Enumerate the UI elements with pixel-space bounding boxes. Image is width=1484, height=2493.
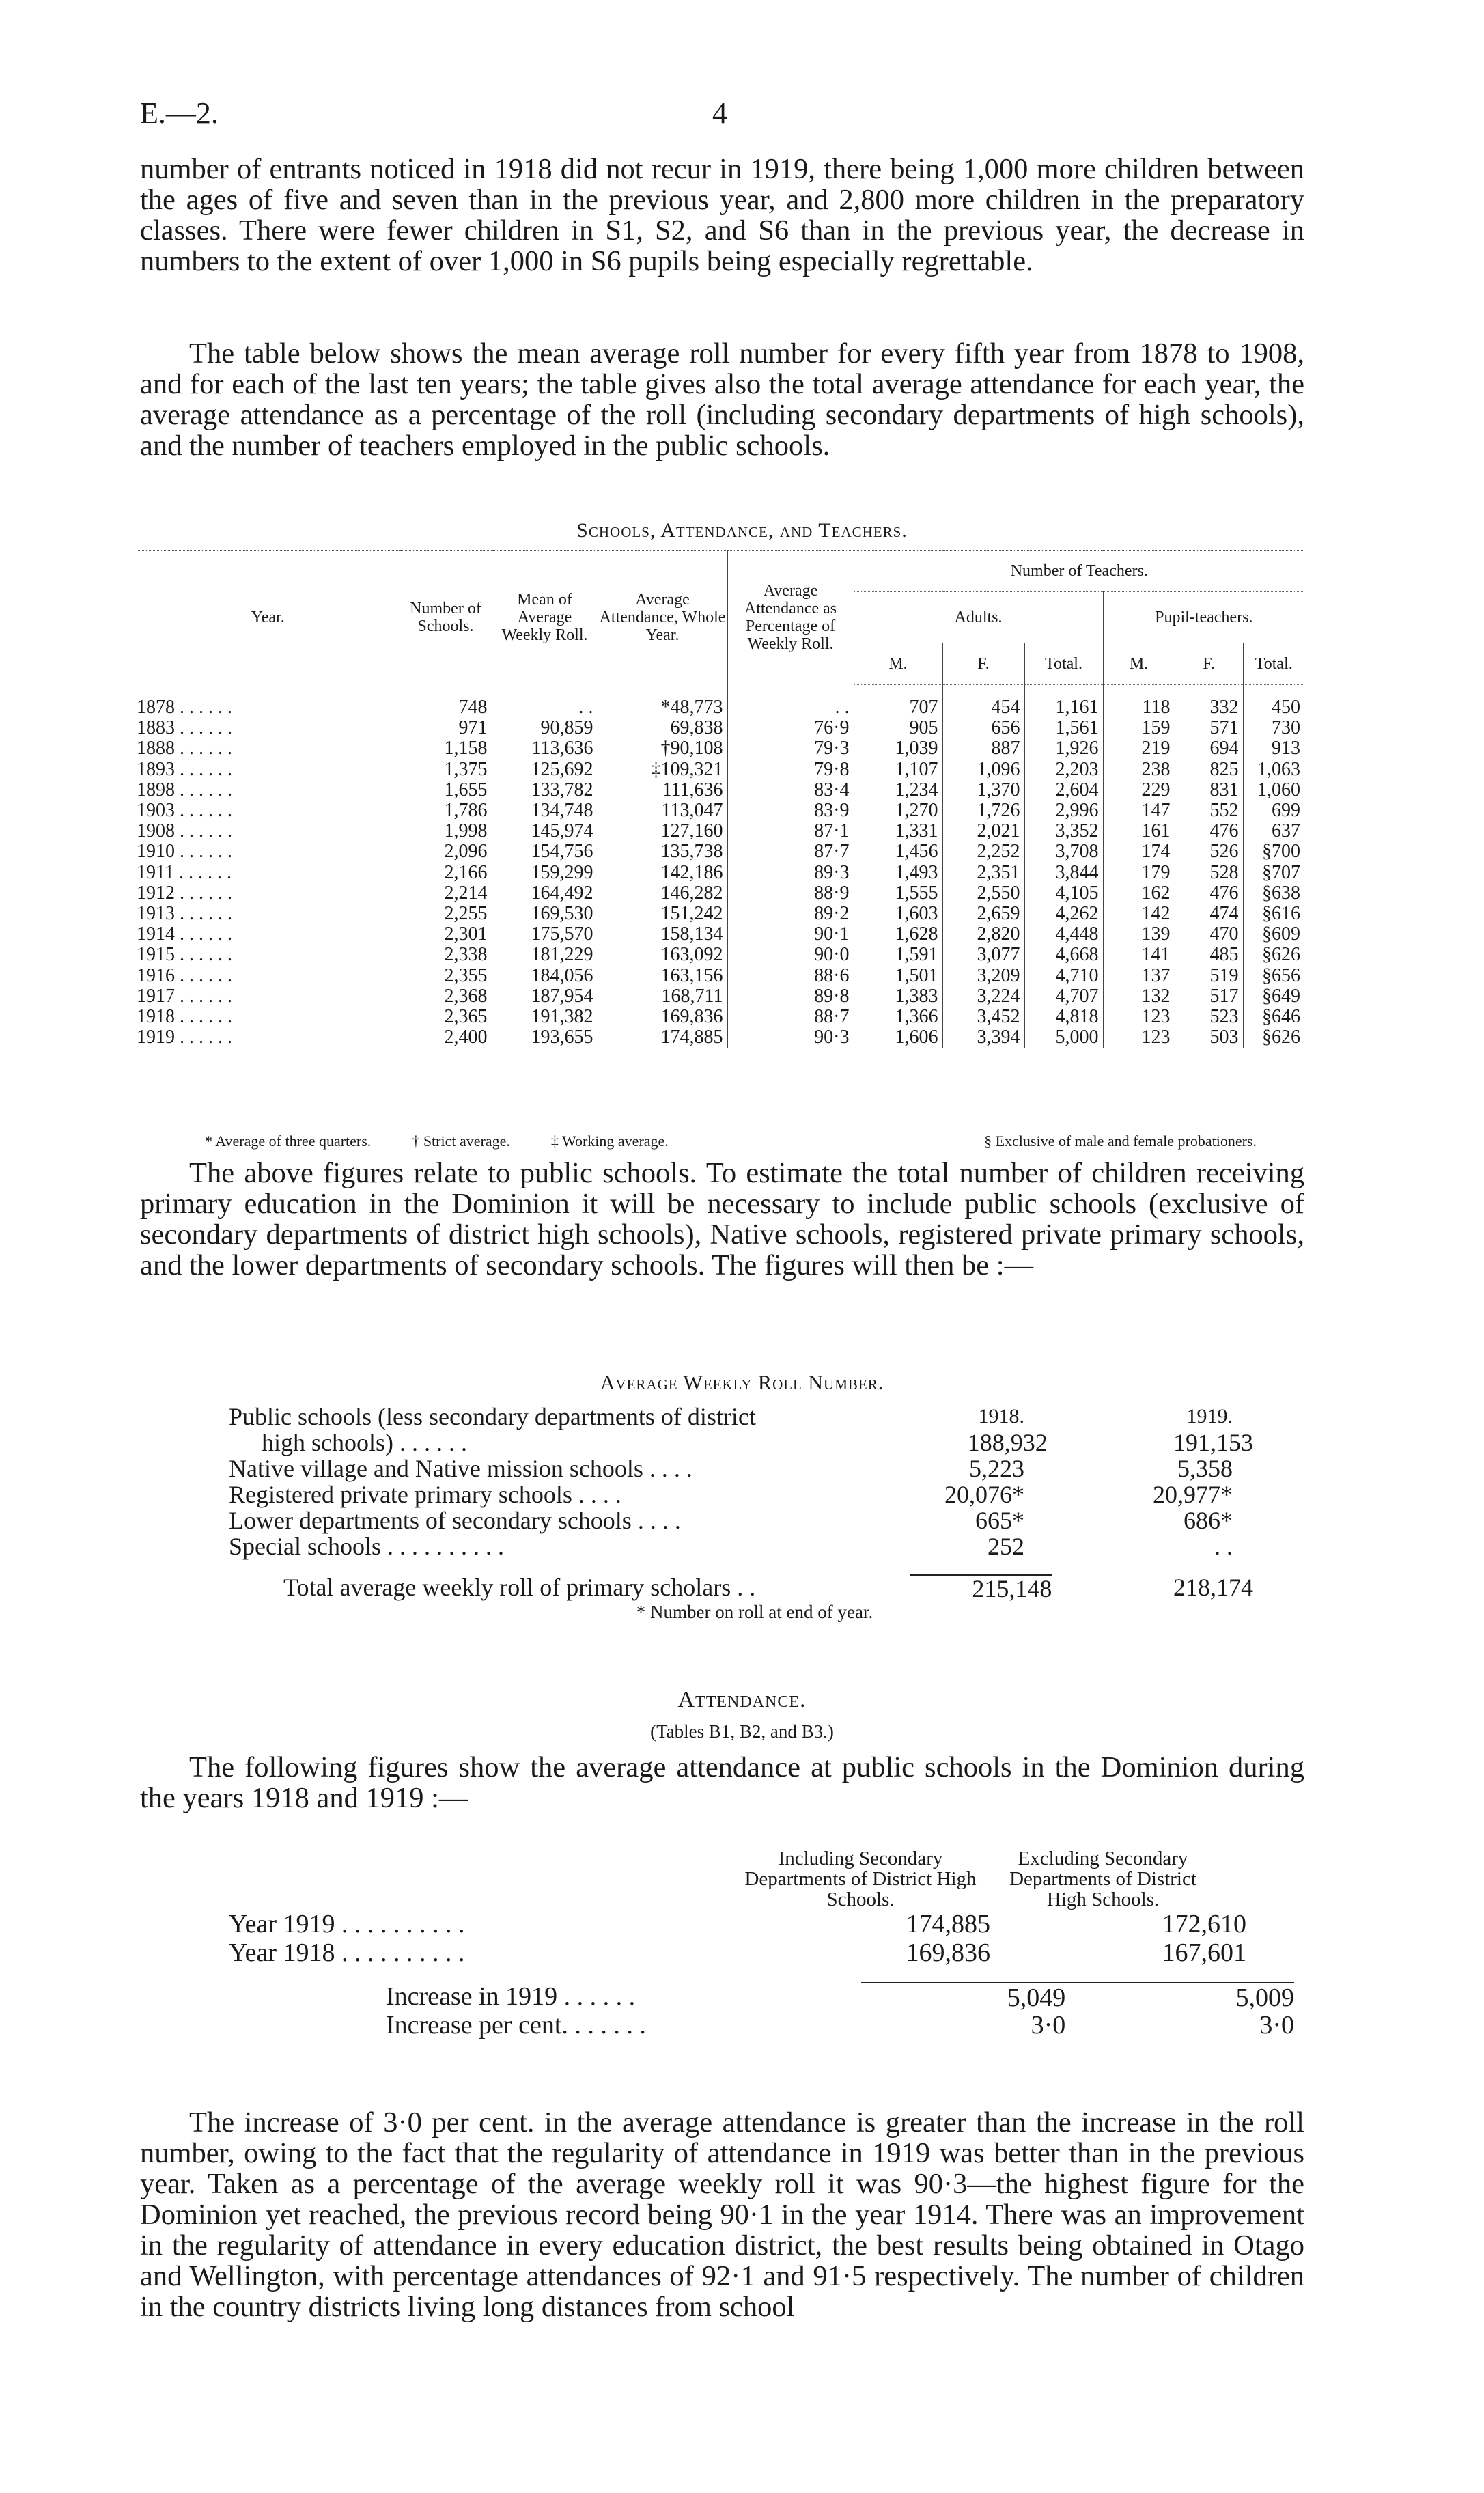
table-cell: 4,262 [1024, 904, 1103, 924]
table-cell: §626 [1243, 1027, 1304, 1048]
row-year: 1913 . . . . . . [137, 903, 232, 925]
table-cell: 132 [1103, 986, 1175, 1007]
roll-value: 5,223 [969, 1455, 1024, 1482]
roll-value: 665* [975, 1507, 1024, 1534]
table-cell: §656 [1243, 966, 1304, 986]
table-cell: 2,338 [400, 945, 492, 965]
table-cell: 2,021 [942, 821, 1024, 841]
col-adult-m: M. [854, 643, 942, 685]
table-cell: 2,604 [1024, 780, 1103, 800]
table-cell: 4,707 [1024, 986, 1103, 1007]
table-cell: 2,252 [942, 841, 1024, 862]
table-row [137, 904, 1304, 924]
table-cell: 3,224 [942, 986, 1024, 1007]
table-cell: 1,786 [400, 800, 492, 821]
table-cell: 2,400 [400, 1027, 492, 1048]
footnote-3: ‡ Working average. [550, 1132, 669, 1150]
table-cell: 1,493 [854, 863, 942, 883]
table-cell: 913 [1243, 738, 1304, 759]
roll-value: 20,076* [944, 1481, 1024, 1508]
table-cell: *48,773 [598, 685, 727, 719]
table-cell: 485 [1175, 945, 1243, 965]
table-cell: 90,859 [492, 718, 598, 738]
table-cell: 184,056 [492, 966, 598, 986]
roll-total-1918: 215,148 [910, 1574, 1052, 1600]
table-row [137, 966, 1304, 986]
paragraph-4: The increase of 3·0 per cent. in the average attendance is greater than the increase in the roll number, owing to the fact that the regularity of attendance in 1919 was better than in the previous year. Taken as a percentage of the average weekly roll it was 90·3—the highest figure for the Dominion yet reached, the previous record being 90·1 in the year 1914. There was an improvement in the regularity of attendance in every education district, the best results being obtained in Otago and Wellington, with percentage attendances of 92·1 and 91·5 respectively. The number of children in the country districts living long distances from school [140, 2106, 1304, 2323]
table-cell: 3,452 [942, 1007, 1024, 1027]
table-cell: 707 [854, 685, 942, 719]
footnote-1: * Average of three quarters. [205, 1132, 372, 1150]
table-cell: . . [727, 685, 854, 719]
table-cell: 1,161 [1024, 685, 1103, 719]
col-pupil-teachers: Pupil-teachers. [1103, 592, 1304, 643]
table-cell: 825 [1175, 760, 1243, 780]
table-cell: 1,726 [942, 800, 1024, 821]
table-cell: 90·3 [727, 1027, 854, 1048]
table-cell: 142,186 [598, 863, 727, 883]
table-cell: §700 [1243, 841, 1304, 862]
attendance-incl-value: 3·0 [1031, 2011, 1066, 2039]
table-cell: 831 [1175, 780, 1243, 800]
table-cell: 159,299 [492, 863, 598, 883]
table-cell: 2,096 [400, 841, 492, 862]
row-year: 1898 . . . . . . [137, 779, 232, 800]
table-cell: §616 [1243, 904, 1304, 924]
table-cell: 137 [1103, 966, 1175, 986]
row-year: 1912 . . . . . . [137, 882, 232, 904]
table-cell: 1,270 [854, 800, 942, 821]
col-schools: Number of Schools. [400, 551, 492, 685]
table-cell: 4,668 [1024, 945, 1103, 965]
col-adult-total: Total. [1024, 643, 1103, 685]
table-cell: 450 [1243, 685, 1304, 719]
document-code: E.—2. [140, 96, 219, 130]
table-cell: §649 [1243, 986, 1304, 1007]
table-cell: 637 [1243, 821, 1304, 841]
table-cell: 111,636 [598, 780, 727, 800]
table-cell: 1,158 [400, 738, 492, 759]
table-cell: 1,039 [854, 738, 942, 759]
col-teachers: Number of Teachers. [854, 551, 1304, 592]
table-row [137, 685, 1304, 719]
attendance-row-label: Increase in 1919 . . . . . . [386, 1982, 636, 2011]
table-cell: 4,105 [1024, 883, 1103, 904]
table-cell: 146,282 [598, 883, 727, 904]
table-cell: §707 [1243, 863, 1304, 883]
table-cell: §638 [1243, 883, 1304, 904]
roll-row-label: high schools) . . . . . . [262, 1429, 467, 1456]
table-cell: 90·1 [727, 924, 854, 945]
table-cell: 971 [400, 718, 492, 738]
table-cell: 79·8 [727, 760, 854, 780]
attendance-row-label: Increase per cent. . . . . . . [386, 2011, 646, 2039]
table-cell: 476 [1175, 883, 1243, 904]
table-row [137, 986, 1304, 1007]
table-cell: 135,738 [598, 841, 727, 862]
table-cell: 1,655 [400, 780, 492, 800]
table-cell: 187,954 [492, 986, 598, 1007]
table-row [137, 760, 1304, 780]
table-cell: 164,492 [492, 883, 598, 904]
table-cell: 141 [1103, 945, 1175, 965]
table-cell: 887 [942, 738, 1024, 759]
table-cell: 89·8 [727, 986, 854, 1007]
table-cell: 748 [400, 685, 492, 719]
table-cell: 1,591 [854, 945, 942, 965]
attendance-row-label: Year 1918 . . . . . . . . . . [229, 1938, 465, 1967]
roll-value: 191,153 [1173, 1429, 1254, 1456]
table-cell: 123 [1103, 1027, 1175, 1048]
row-year: 1919 . . . . . . [137, 1027, 400, 1048]
table-cell: 1,501 [854, 966, 942, 986]
col-year: Year. [251, 609, 285, 627]
table-cell: 168,711 [598, 986, 727, 1007]
table-cell: ‡109,321 [598, 760, 727, 780]
table-cell: 125,692 [492, 760, 598, 780]
table-cell: 113,636 [492, 738, 598, 759]
table-cell: 238 [1103, 760, 1175, 780]
row-year: 1917 . . . . . . [137, 985, 232, 1007]
table-cell: 193,655 [492, 1027, 598, 1048]
table-cell: 147 [1103, 800, 1175, 821]
table-cell: §646 [1243, 1007, 1304, 1027]
table-cell: 470 [1175, 924, 1243, 945]
attendance-head-excl: Excluding Secondary Departments of District High Schools. [1009, 1848, 1196, 1910]
footnote-2: † Strict average. [412, 1132, 510, 1150]
table-cell: 158,134 [598, 924, 727, 945]
col-pupil-total: Total. [1243, 643, 1304, 685]
table-row [137, 863, 1304, 883]
attendance-excl-value: 172,610 [1162, 1910, 1246, 1938]
table-cell: 4,448 [1024, 924, 1103, 945]
attendance-subtitle: (Tables B1, B2, and B3.) [650, 1721, 834, 1742]
table-cell: 3,394 [942, 1027, 1024, 1048]
roll-row-label: Native village and Native mission schools . . . . [229, 1455, 692, 1482]
table-cell: 4,710 [1024, 966, 1103, 986]
roll-caption: Average Weekly Roll Number. [600, 1371, 884, 1394]
table-cell: 1,998 [400, 821, 492, 841]
table-cell: 1,603 [854, 904, 942, 924]
table-cell: 175,570 [492, 924, 598, 945]
table-cell: 87·1 [727, 821, 854, 841]
roll-value: 5,358 [1177, 1455, 1233, 1482]
table-cell: 181,229 [492, 945, 598, 965]
attendance-row-label: Year 1919 . . . . . . . . . . [229, 1910, 465, 1938]
table-cell: 1,606 [854, 1027, 942, 1048]
table-row [137, 821, 1304, 841]
col-mean-roll: Mean of Average Weekly Roll. [492, 551, 598, 685]
table-cell: 519 [1175, 966, 1243, 986]
row-year: 1916 . . . . . . [137, 964, 232, 986]
table-body [137, 685, 1304, 1048]
table-cell: 476 [1175, 821, 1243, 841]
table-cell: 123 [1103, 1007, 1175, 1027]
table-cell: 76·9 [727, 718, 854, 738]
table-cell: 1,456 [854, 841, 942, 862]
table-cell: 134,748 [492, 800, 598, 821]
table-cell: 503 [1175, 1027, 1243, 1048]
table-cell: 2,355 [400, 966, 492, 986]
table-cell: 169,530 [492, 904, 598, 924]
table-cell: 523 [1175, 1007, 1243, 1027]
row-year: 1893 . . . . . . [137, 758, 232, 780]
table-cell: . . [492, 685, 598, 719]
attendance-intro: The following figures show the average attendance at public schools in the Dominion during the years 1918 and 1919 :— [140, 1751, 1304, 1814]
table-cell: 3,209 [942, 966, 1024, 986]
table-cell: 5,000 [1024, 1027, 1103, 1048]
roll-footnote: * Number on roll at end of year. [636, 1602, 873, 1622]
table-cell: 2,820 [942, 924, 1024, 945]
attendance-incl-value: 174,885 [906, 1910, 990, 1938]
table-cell: 88·7 [727, 1007, 854, 1027]
row-year: 1914 . . . . . . [137, 923, 232, 945]
table-cell: †90,108 [598, 738, 727, 759]
table-row [137, 800, 1304, 821]
roll-value: . . [1214, 1533, 1233, 1560]
table-cell: 517 [1175, 986, 1243, 1007]
col-pupil-f: F. [1175, 643, 1243, 685]
row-year: 1883 . . . . . . [137, 717, 232, 739]
table-cell: 3,708 [1024, 841, 1103, 862]
roll-row-label: Registered private primary schools . . . . [229, 1481, 621, 1508]
table-row [137, 718, 1304, 738]
table-cell: 161 [1103, 821, 1175, 841]
table-cell: 905 [854, 718, 942, 738]
table-cell: 1,628 [854, 924, 942, 945]
table-cell: 163,092 [598, 945, 727, 965]
table-cell: 79·3 [727, 738, 854, 759]
table-cell: 4,818 [1024, 1007, 1103, 1027]
roll-total-1919: 218,174 [1173, 1574, 1253, 1601]
table-cell: 571 [1175, 718, 1243, 738]
table-cell: 3,352 [1024, 821, 1103, 841]
roll-total-label: Total average weekly roll of primary scholars . . [283, 1574, 756, 1601]
attendance-title: Attendance. [677, 1687, 807, 1712]
table-cell: 2,301 [400, 924, 492, 945]
roll-head-1918: 1918. [978, 1405, 1024, 1427]
table-cell: 2,166 [400, 863, 492, 883]
table-cell: 1,366 [854, 1007, 942, 1027]
table-cell: 1,926 [1024, 738, 1103, 759]
table-cell: 139 [1103, 924, 1175, 945]
table-cell: 454 [942, 685, 1024, 719]
table-cell: 2,365 [400, 1007, 492, 1027]
table-cell: §626 [1243, 945, 1304, 965]
col-pupil-m: M. [1103, 643, 1175, 685]
table-cell: 1,375 [400, 760, 492, 780]
col-percent: Average Attendance as Percentage of Weekly Roll. [727, 551, 854, 685]
table-cell: 142 [1103, 904, 1175, 924]
table-cell: 699 [1243, 800, 1304, 821]
row-year: 1878 . . . . . . [137, 696, 232, 718]
attendance-excl-value: 3·0 [1259, 2011, 1294, 2039]
roll-row-label: Lower departments of secondary schools . . . . [229, 1507, 681, 1534]
paragraph-2: The table below shows the mean average roll number for every fifth year from 1878 to 1908, and for each of the last ten years; the table gives also the total average attendance for each year, the average attendance as a percentage of the roll (including secondary departments of high schools), and the number of teachers employed in the public schools. [140, 337, 1304, 462]
table-cell: 151,242 [598, 904, 727, 924]
table-cell: 2,255 [400, 904, 492, 924]
table-caption: Schools, Attendance, and Teachers. [576, 519, 908, 542]
roll-row-label: Public schools (less secondary departments of district [229, 1403, 756, 1430]
row-year: 1910 . . . . . . [137, 841, 232, 863]
table-cell: 332 [1175, 685, 1243, 719]
table-cell: 154,756 [492, 841, 598, 862]
roll-value: 20,977* [1153, 1481, 1233, 1508]
table-cell: 1,060 [1243, 780, 1304, 800]
table-cell: 1,370 [942, 780, 1024, 800]
table-cell: 1,234 [854, 780, 942, 800]
attendance-table [229, 1844, 1294, 2039]
page-number: 4 [712, 96, 727, 130]
table-cell: 694 [1175, 738, 1243, 759]
col-adult-f: F. [942, 643, 1024, 685]
table-cell: 474 [1175, 904, 1243, 924]
table-row [137, 1027, 1304, 1048]
table-cell: 163,156 [598, 966, 727, 986]
table-cell: 133,782 [492, 780, 598, 800]
table-cell: 730 [1243, 718, 1304, 738]
table-cell: 2,214 [400, 883, 492, 904]
table-cell: 2,351 [942, 863, 1024, 883]
table-cell: 89·2 [727, 904, 854, 924]
roll-head-1919: 1919. [1186, 1405, 1233, 1427]
table-cell: 219 [1103, 738, 1175, 759]
table-cell: 88·9 [727, 883, 854, 904]
table-cell: 159 [1103, 718, 1175, 738]
row-year: 1915 . . . . . . [137, 944, 232, 966]
roll-table [229, 1404, 1253, 1624]
table-cell: 656 [942, 718, 1024, 738]
table-cell: 69,838 [598, 718, 727, 738]
table-cell: 2,659 [942, 904, 1024, 924]
table-cell: 552 [1175, 800, 1243, 821]
roll-value: 686* [1184, 1507, 1233, 1534]
table-cell: 169,836 [598, 1007, 727, 1027]
attendance-head-incl: Including Secondary Departments of District High Schools. [744, 1848, 977, 1910]
table-cell: 526 [1175, 841, 1243, 862]
table-cell: 229 [1103, 780, 1175, 800]
table-cell: 162 [1103, 883, 1175, 904]
table-cell: 118 [1103, 685, 1175, 719]
table-cell: 1,383 [854, 986, 942, 1007]
table-cell: 2,203 [1024, 760, 1103, 780]
table-cell: 1,561 [1024, 718, 1103, 738]
paragraph-3: The above figures relate to public schools. To estimate the total number of children receiving primary education in the Dominion it will be necessary to include public schools (exclusive of secondary departments of district high schools), Native schools, registered private primary schools, and the lower departments of secondary schools. The figures will then be :— [140, 1157, 1304, 1281]
table-cell: 89·3 [727, 863, 854, 883]
col-attendance: Average Attendance, Whole Year. [598, 551, 727, 685]
table-cell: 127,160 [598, 821, 727, 841]
table-row [137, 780, 1304, 800]
table-cell: 3,077 [942, 945, 1024, 965]
table-cell: 1,555 [854, 883, 942, 904]
table-cell: 88·6 [727, 966, 854, 986]
table-row [137, 1007, 1304, 1027]
attendance-excl-value: 5,009 [1065, 1982, 1294, 2011]
table-cell: 3,844 [1024, 863, 1103, 883]
roll-value: 252 [988, 1533, 1024, 1560]
table-cell: 174,885 [598, 1027, 727, 1048]
table-cell: 145,974 [492, 821, 598, 841]
table-cell: 83·9 [727, 800, 854, 821]
table-cell: 83·4 [727, 780, 854, 800]
attendance-incl-value: 5,049 [861, 1982, 1065, 2011]
row-year: 1888 . . . . . . [137, 738, 232, 760]
attendance-excl-value: 167,601 [1162, 1938, 1246, 1967]
table-row [137, 924, 1304, 945]
row-year: 1903 . . . . . . [137, 800, 232, 822]
table-cell: 1,063 [1243, 760, 1304, 780]
table-row [137, 841, 1304, 862]
row-year: 1908 . . . . . . [137, 820, 232, 842]
roll-value: 188,932 [967, 1429, 1048, 1456]
table-cell: 2,550 [942, 883, 1024, 904]
table-cell: 528 [1175, 863, 1243, 883]
row-year: 1918 . . . . . . [137, 1006, 232, 1028]
table-cell: 1,096 [942, 760, 1024, 780]
footnote-4: § Exclusive of male and female probationers. [984, 1132, 1257, 1150]
table-cell: 90·0 [727, 945, 854, 965]
table-row [137, 883, 1304, 904]
table-cell: 87·7 [727, 841, 854, 862]
table-cell: 113,047 [598, 800, 727, 821]
table-cell: 1,331 [854, 821, 942, 841]
table-cell: 179 [1103, 863, 1175, 883]
roll-row-label: Special schools . . . . . . . . . . [229, 1533, 504, 1560]
table-footnotes [205, 1132, 1298, 1150]
attendance-incl-value: 169,836 [906, 1938, 990, 1967]
col-adults: Adults. [854, 592, 1103, 643]
schools-attendance-teachers-table [137, 550, 1304, 1048]
row-year: 1911 . . . . . . [137, 861, 232, 883]
table-cell: 1,107 [854, 760, 942, 780]
table-cell: 191,382 [492, 1007, 598, 1027]
table-cell: 174 [1103, 841, 1175, 862]
table-row [137, 738, 1304, 759]
paragraph-1: number of entrants noticed in 1918 did not recur in 1919, there being 1,000 more children between the ages of five and seven than in the previous year, and 2,800 more children in the preparatory classes. There were fewer children in S1, S2, and S6 than in the previous year, the decrease in numbers to the extent of over 1,000 in S6 pupils being especially regrettable. [140, 153, 1304, 277]
table-cell: 2,996 [1024, 800, 1103, 821]
table-row [137, 945, 1304, 965]
table-cell: 2,368 [400, 986, 492, 1007]
table-cell: §609 [1243, 924, 1304, 945]
